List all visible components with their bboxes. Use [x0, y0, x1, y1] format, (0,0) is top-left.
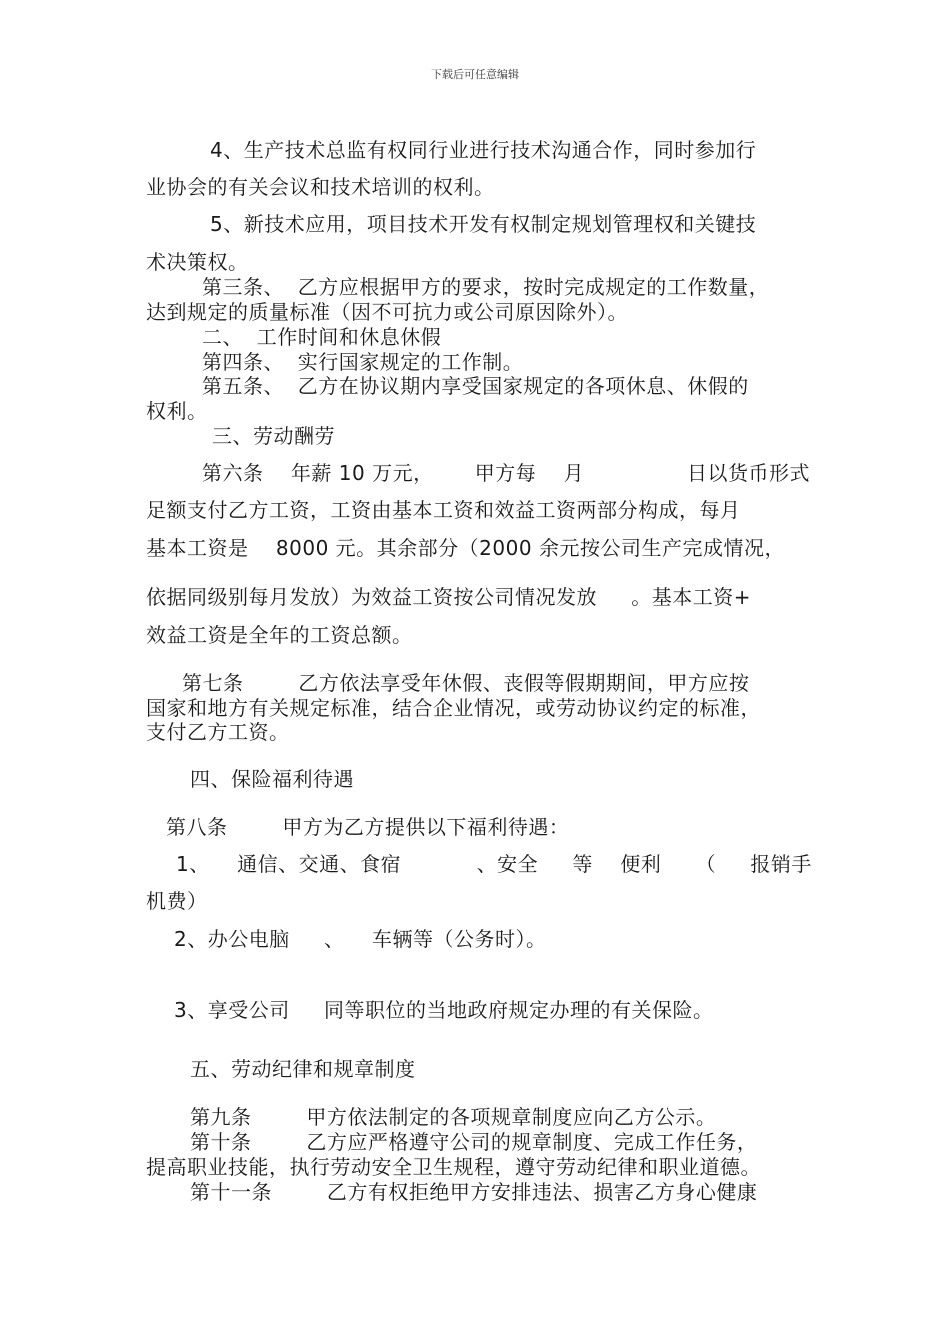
section-heading: 四、保险福利待遇 [190, 767, 354, 791]
text-line: 提高职业技能，执行劳动安全卫生规程，遵守劳动纪律和职业道德。 [146, 1155, 761, 1179]
text-line: 5、新技术应用，项目技术开发有权制定规划管理权和关键技 [210, 212, 757, 236]
text-line: 基本工资是 8000 元。其余部分（2000 余元按公司生产完成情况， [146, 536, 785, 560]
text-line: 第六条 年薪 10 万元， 甲方每 月 日以货币形式 [202, 461, 811, 485]
text-line: 权利。 [146, 399, 208, 423]
text-line: 1、 通信、交通、食宿 、安全 等 便利 （ 报销手 [176, 852, 812, 876]
text-line: 第七条 乙方依法享受年休假、丧假等假期期间，甲方应按 [182, 671, 750, 695]
text-line: 第五条、 乙方在协议期内享受国家规定的各项休息、休假的 [202, 374, 749, 398]
page-header: 下载后可任意编辑 [431, 68, 519, 81]
text-line: 国家和地方有关规定标准，结合企业情况，或劳动协议约定的标准， [146, 696, 761, 720]
section-heading: 五、劳动纪律和规章制度 [190, 1057, 416, 1081]
text-line: 足额支付乙方工资，工资由基本工资和效益工资两部分构成，每月 [146, 498, 741, 522]
text-line: 业协会的有关会议和技术培训的权利。 [146, 175, 495, 199]
text-line: 第十条 乙方应严格遵守公司的规章制度、完成工作任务， [190, 1130, 758, 1154]
text-line: 第十一条 乙方有权拒绝甲方安排违法、损害乙方身心健康 [190, 1180, 758, 1204]
text-line: 2、办公电脑 、 车辆等（公务时）。 [174, 927, 547, 951]
text-line: 4、生产技术总监有权同行业进行技术沟通合作，同时参加行 [210, 138, 757, 162]
text-line: 三、劳动酬劳 [212, 424, 335, 448]
text-line: 第八条 甲方为乙方提供以下福利待遇： [166, 815, 570, 839]
text-line: 3、享受公司 同等职位的当地政府规定办理的有关保险。 [174, 998, 714, 1022]
text-line: 支付乙方工资。 [146, 720, 290, 744]
text-line: 术决策权。 [146, 250, 249, 274]
text-line: 第九条 甲方依法制定的各项规章制度应向乙方公示。 [190, 1105, 717, 1129]
text-line: 二、 工作时间和休息休假 [202, 325, 442, 349]
text-line: 第三条、 乙方应根据甲方的要求，按时完成规定的工作数量， [202, 275, 770, 299]
text-line: 机费） [146, 889, 208, 913]
text-line: 效益工资是全年的工资总额。 [146, 623, 413, 647]
text-line: 达到规定的质量标准（因不可抗力或公司原因除外）。 [146, 300, 628, 324]
text-line: 依据同级别每月发放）为效益工资按公司情况发放 。基本工资+ [146, 585, 752, 609]
text-line: 第四条、 实行国家规定的工作制。 [202, 350, 524, 374]
